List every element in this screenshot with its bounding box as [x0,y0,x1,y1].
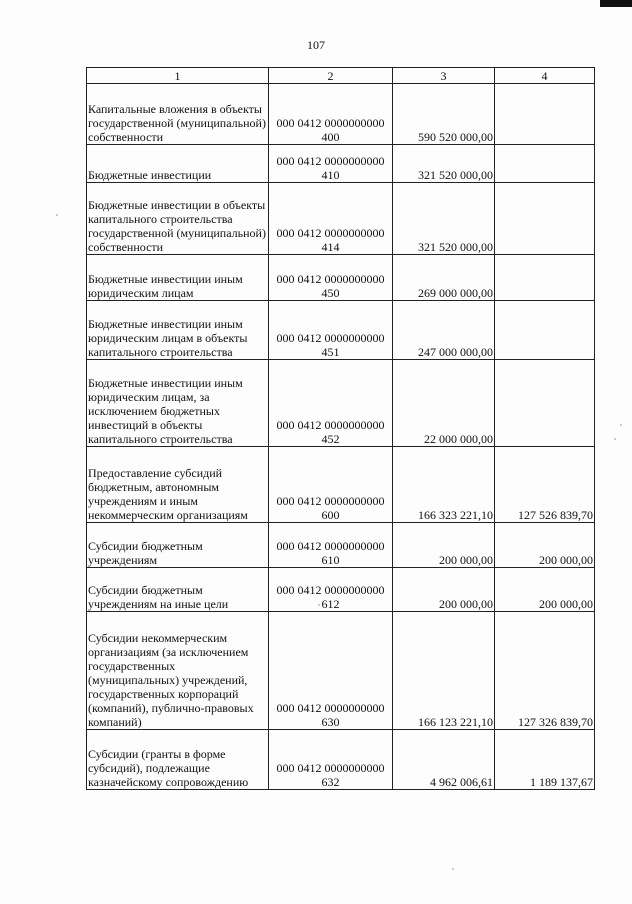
budget-code: 000 0412 0000000000 610 [269,523,393,568]
scan-speck [56,214,58,216]
amount-col4 [495,360,595,447]
expense-name: Субсидии бюджетным учреждениям на иные цели [87,568,269,612]
expense-name: Бюджетные инвестиции иным юридическим лицам в объекты капитального строительства [87,301,269,360]
budget-code: 000 0412 0000000000 612 [269,568,393,612]
budget-code: 000 0412 0000000000 452 [269,360,393,447]
table-header-row [87,68,595,84]
amount-col4 [495,145,595,183]
amount-col3: 321 520 000,00 [393,183,495,255]
expense-name: Бюджетные инвестиции иным юридическим лицам [87,255,269,301]
scan-speck [614,438,616,440]
table-row [87,183,595,255]
table-row [87,523,595,568]
amount-col4 [495,84,595,145]
amount-col3: 269 000 000,00 [393,255,495,301]
amount-col3: 590 520 000,00 [393,84,495,145]
amount-col4: 200 000,00 [495,523,595,568]
table-row [87,730,595,790]
amount-col3: 200 000,00 [393,568,495,612]
scan-speck [620,424,622,426]
budget-code: 000 0412 0000000000 451 [269,301,393,360]
header-cell: 2 [269,68,393,84]
budget-code: 000 0412 0000000000 410 [269,145,393,183]
budget-table [86,67,595,790]
amount-col4 [495,255,595,301]
budget-code: 000 0412 0000000000 400 [269,84,393,145]
budget-code: 000 0412 0000000000 630 [269,612,393,730]
budget-code: 000 0412 0000000000 632 [269,730,393,790]
expense-name: Бюджетные инвестиции в объекты капитального строительства государственной (муниципальной) собственности [87,183,269,255]
amount-col3: 4 962 006,61 [393,730,495,790]
scan-speck [452,868,454,870]
table-row [87,255,595,301]
amount-col3: 166 323 221,10 [393,447,495,523]
table-row [87,84,595,145]
expense-name: Субсидии некоммерческим организациям (за исключением государственных (муниципальных) учреждений, государственных корпораций (компаний), публично-правовых компаний) [87,612,269,730]
expense-name: Бюджетные инвестиции иным юридическим лицам, за исключением бюджетных инвестиций в объекты капитального строительства [87,360,269,447]
table-row [87,612,595,730]
table-row [87,360,595,447]
expense-name: Бюджетные инвестиции [87,145,269,183]
amount-col4 [495,301,595,360]
amount-col4 [495,183,595,255]
header-cell: 1 [87,68,269,84]
amount-col4: 1 189 137,67 [495,730,595,790]
budget-code: 000 0412 0000000000 450 [269,255,393,301]
expense-name: Субсидии бюджетным учреждениям [87,523,269,568]
amount-col3: 166 123 221,10 [393,612,495,730]
scan-speck [318,604,320,606]
expense-name: Предоставление субсидий бюджетным, автономным учреждениям и иным некоммерческим организациям [87,447,269,523]
page-number: 107 [307,38,325,52]
table-row [87,568,595,612]
table-row [87,301,595,360]
table-row [87,447,595,523]
budget-code: 000 0412 0000000000 600 [269,447,393,523]
amount-col4: 200 000,00 [495,568,595,612]
header-cell: 4 [495,68,595,84]
amount-col3: 247 000 000,00 [393,301,495,360]
amount-col4: 127 526 839,70 [495,447,595,523]
amount-col3: 22 000 000,00 [393,360,495,447]
header-cell: 3 [393,68,495,84]
amount-col3: 200 000,00 [393,523,495,568]
scan-corner-mark [600,0,632,7]
budget-code: 000 0412 0000000000 414 [269,183,393,255]
expense-name: Капитальные вложения в объекты государственной (муниципальной) собственности [87,84,269,145]
amount-col4: 127 326 839,70 [495,612,595,730]
table-row [87,145,595,183]
expense-name: Субсидии (гранты в форме субсидий), подлежащие казначейскому сопровождению [87,730,269,790]
amount-col3: 321 520 000,00 [393,145,495,183]
